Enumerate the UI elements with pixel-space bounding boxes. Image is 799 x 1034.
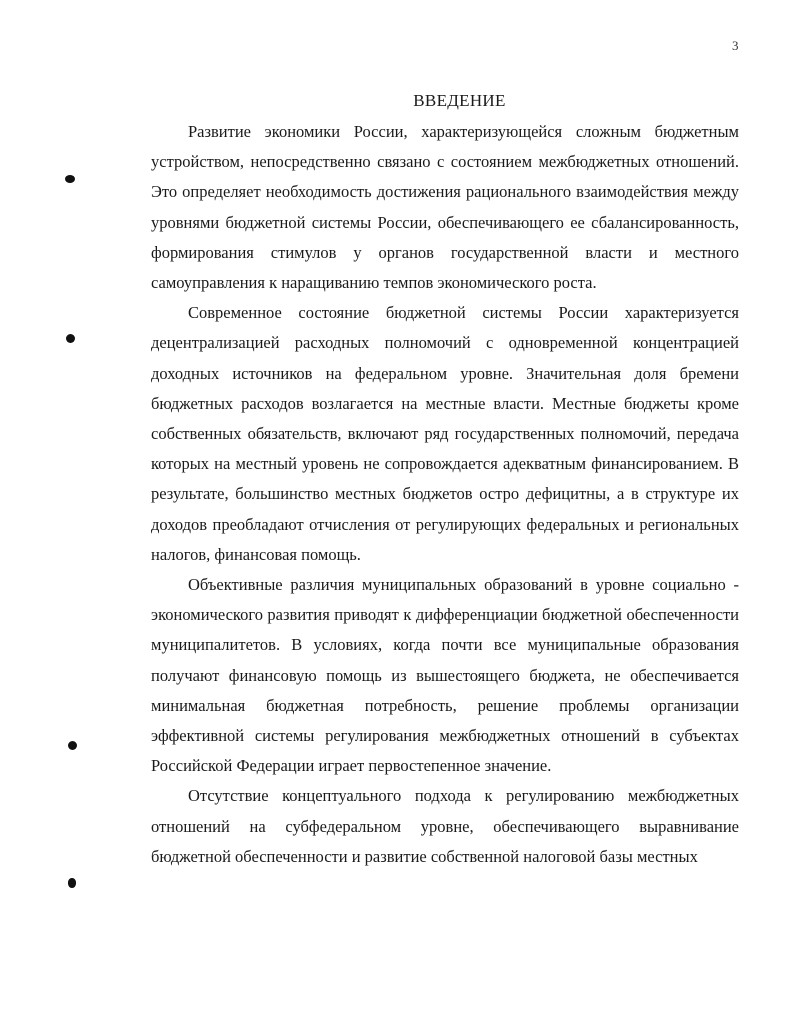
binding-hole-mark (68, 741, 77, 750)
paragraph-4: Отсутствие концептуального подхода к регулированию межбюджетных отношений на субфедеральном уровне, обеспечивающего выравнивание бюджетной обеспеченности и развитие собственной налоговой базы местных (151, 786, 739, 866)
binding-hole-mark (65, 175, 75, 183)
binding-hole-mark (68, 878, 76, 888)
paragraph-1: Развитие экономики России, характеризующейся сложным бюджетным устройством, непосредственно связано с состоянием межбюджетных отношений. Это определяет необходимость достижения рационального взаимодействия между уровнями бюджетной системы России, обеспечивающего ее сбалансированность, формирования стимулов у органов государственной власти и местного самоуправления к наращиванию темпов экономического роста. (151, 122, 739, 293)
paragraph-2: Современное состояние бюджетной системы России характеризуется децентрализацией расходных полномочий с одновременной концентрацией доходных источников на федеральном уровне. Значительная доля бремени бюджетных расходов возлагается на местные власти. Местные бюджеты кроме собственных обязательств, включают ряд государственных полномочий, передача которых на местный уровень не сопровождается адекватным финансированием. В результате, большинство местных бюджетов остро дефицитны, а в структуре их доходов преобладают отчисления от регулирующих федеральных и региональных налогов, финансовая помощь. (151, 303, 739, 564)
page-title: ВВЕДЕНИЕ (413, 91, 506, 110)
page-number: 3 (732, 38, 739, 53)
paragraph-3: Объективные различия муниципальных образований в уровне социально - экономического развития приводят к дифференциации бюджетной обеспеченности муниципалитетов. В условиях, когда почти все муниципальные образования получают финансовую помощь из вышестоящего бюджета, не обеспечивается минимальная бюджетная потребность, решение проблемы организации эффективной системы регулирования межбюджетных отношений в субъектах Российской Федерации играет первостепенное значение. (151, 575, 739, 776)
binding-hole-mark (66, 334, 75, 343)
document-body (151, 117, 739, 872)
